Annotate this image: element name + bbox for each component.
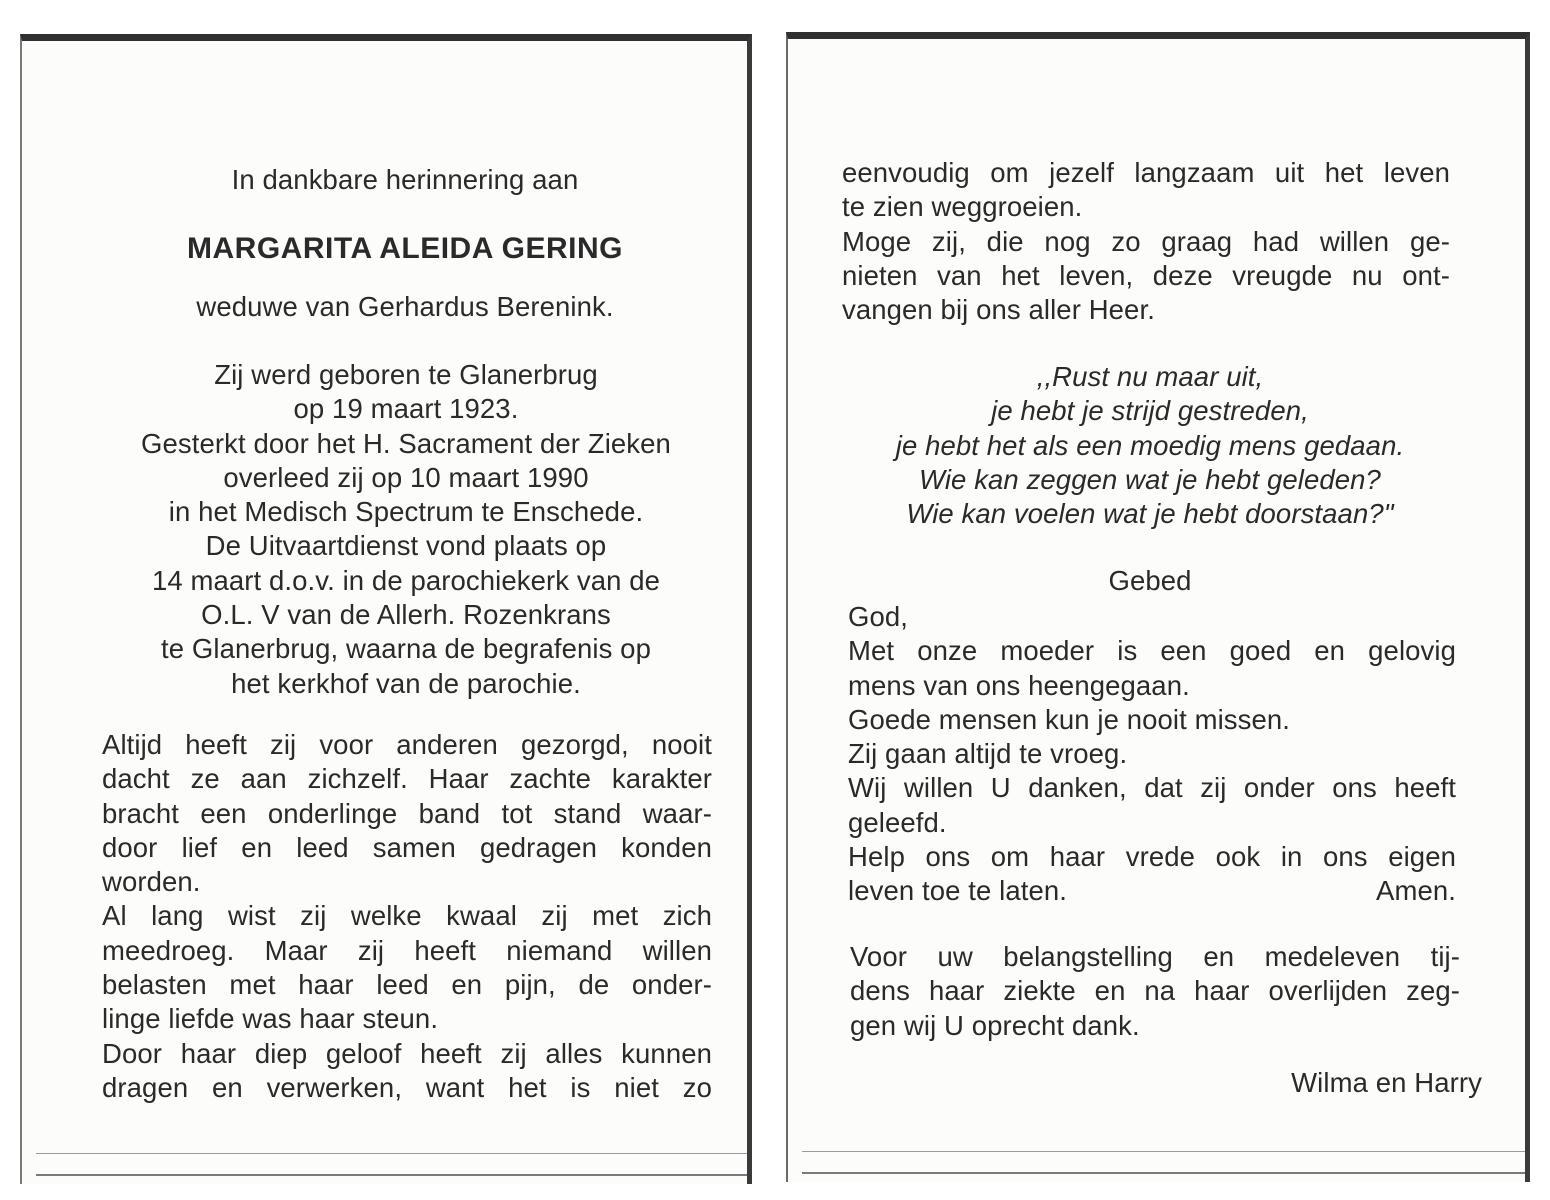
prayer-line: geleefd.	[848, 806, 947, 838]
thanks-line: gen wij U oprecht dank.	[850, 1009, 1140, 1041]
paragraph-line: Altijd heeft zij voor anderen gezorgd, nooit	[102, 729, 712, 760]
prayer-last-line	[848, 874, 1456, 908]
bottom-rule	[36, 1153, 747, 1154]
poem-line: Wie kan zeggen wat je hebt geleden?	[919, 463, 1381, 495]
prayer-line: Zij gaan altijd te vroeg.	[848, 738, 1128, 770]
deceased-name: MARGARITA ALEIDA GERING	[187, 232, 623, 265]
signature: Wilma en Harry	[1291, 1067, 1482, 1098]
prayer-line: Help ons om haar vrede ook in ons eigen	[848, 841, 1456, 873]
paragraph-line: worden.	[102, 866, 201, 898]
paragraph-line: Al lang wist zij welke kwaal zij met zich	[102, 900, 712, 932]
biography-line: Gesterkt door het H. Sacrament der Zieken	[141, 427, 671, 459]
prayer-block	[848, 600, 1456, 909]
thanks-paragraph	[850, 940, 1460, 1043]
biography-line: De Uitvaartdienst vond plaats op	[205, 530, 607, 562]
prayer-line: mens van ons heengegaan.	[848, 669, 1190, 701]
paragraph-line: meedroeg. Maar zij heeft niemand willen	[102, 934, 712, 966]
prayer-line: Goede mensen kun je nooit missen.	[848, 703, 1291, 735]
biography-line: te Glanerbrug, waarna de begrafenis op	[161, 633, 651, 665]
poem-block	[830, 360, 1470, 531]
thanks-line: Voor uw belangstelling en medeleven tij-	[850, 941, 1460, 972]
life-paragraph	[102, 728, 712, 1105]
prayer-title: Gebed	[1108, 565, 1192, 596]
biography-line: in het Medisch Spectrum te Enschede.	[168, 496, 644, 528]
continuation-line: te zien weggroeien.	[842, 191, 1083, 223]
prayer-line: Wij willen U danken, dat zij onder ons heeft	[848, 772, 1456, 804]
amen-text: Amen.	[1376, 875, 1456, 907]
prayer-line: leven toe te laten.	[848, 875, 1067, 907]
continuation-line: vangen bij ons aller Heer.	[842, 294, 1155, 326]
continuation-paragraph	[842, 156, 1450, 327]
biography-line: het kerkhof van de parochie.	[231, 667, 581, 699]
intro-text: In dankbare herinnering aan	[231, 164, 579, 195]
bottom-rule	[802, 1151, 1525, 1152]
prayer-line: Met onze moeder is een goed en gelovig	[848, 635, 1456, 667]
paragraph-line: bracht een onderlinge band tot stand waar-	[102, 797, 712, 829]
paragraph-line: linge liefde was haar steun.	[102, 1003, 439, 1035]
biography-line: Zij werd geboren te Glanerbrug	[214, 359, 598, 390]
thanks-line: dens haar ziekte en na haar overlijden zeg-	[850, 975, 1460, 1007]
paragraph-line: door lief en leed samen gedragen konden	[102, 831, 712, 863]
prayer-line: God,	[848, 601, 909, 632]
paragraph-line: dacht ze aan zichzelf. Haar zachte karakter	[102, 763, 712, 795]
poem-line: Wie kan voelen wat je hebt doorstaan?"	[906, 498, 1394, 530]
biography-block	[80, 358, 732, 701]
widow-of-text: weduwe van Gerhardus Berenink.	[196, 291, 614, 322]
paragraph-line: dragen en verwerken, want het is niet zo	[102, 1071, 712, 1103]
paragraph-line: Door haar diep geloof heeft zij alles kunnen	[102, 1037, 712, 1069]
biography-line: O.L. V van de Allerh. Rozenkrans	[201, 599, 611, 631]
biography-line: overleed zij op 10 maart 1990	[223, 461, 589, 493]
continuation-line: eenvoudig om jezelf langzaam uit het leven	[842, 157, 1450, 188]
biography-line: 14 maart d.o.v. in de parochiekerk van de	[151, 564, 661, 596]
continuation-line: Moge zij, die nog zo graag had willen ge-	[842, 225, 1450, 257]
poem-line: je hebt het als een moedig mens gedaan.	[895, 429, 1405, 461]
bottom-rule	[36, 1174, 747, 1176]
poem-line: ,,Rust nu maar uit,	[1036, 361, 1264, 392]
poem-line: je hebt je strijd gestreden,	[991, 395, 1309, 427]
bottom-rule	[802, 1172, 1525, 1174]
biography-line: op 19 maart 1923.	[293, 393, 519, 425]
paragraph-line: belasten met haar leed en pijn, de onder-	[102, 969, 712, 1001]
continuation-line: nieten van het leven, deze vreugde nu ont-	[842, 259, 1450, 291]
